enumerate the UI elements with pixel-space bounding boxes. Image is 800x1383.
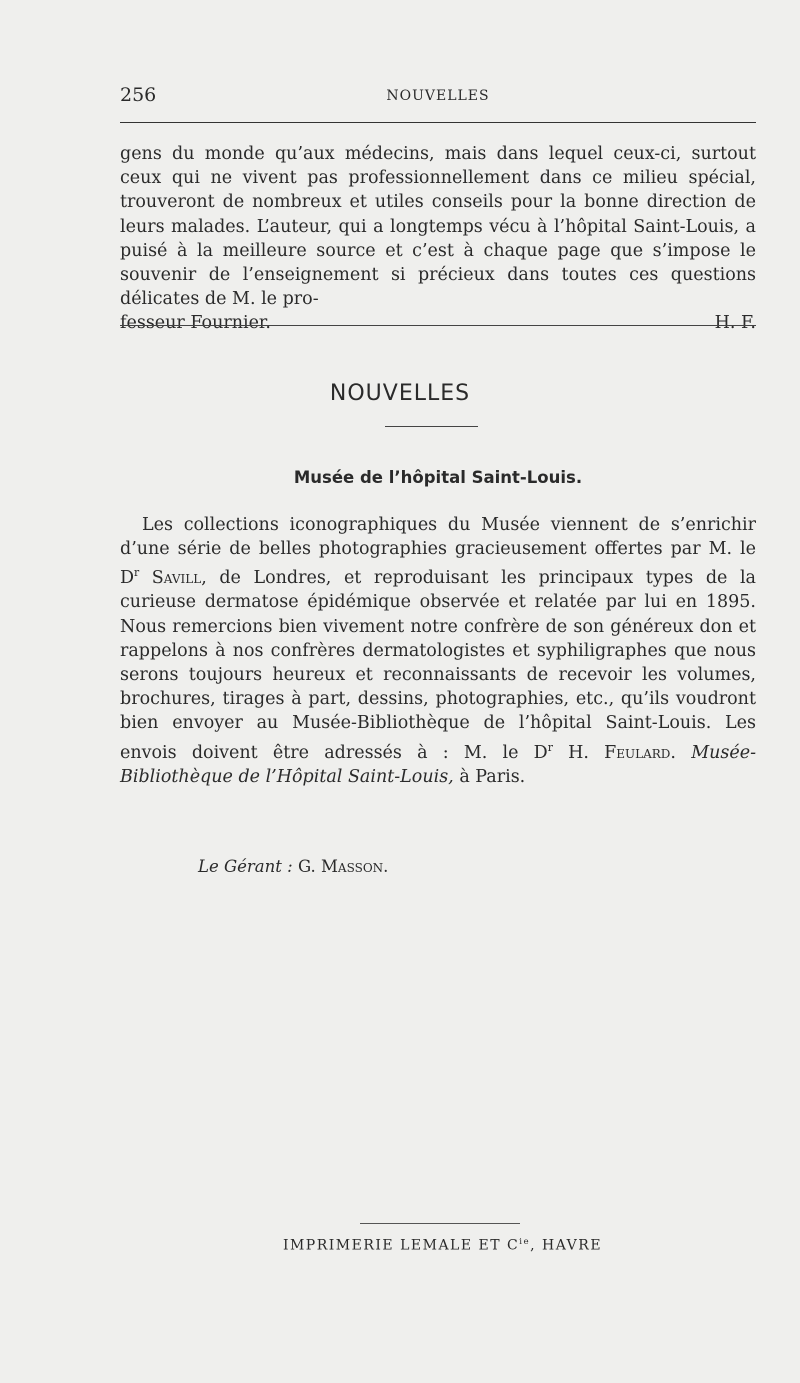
printer-text: IMPRIMERIE LEMALE ET C bbox=[282, 1237, 520, 1254]
printer-end: , HAVRE bbox=[530, 1237, 603, 1254]
review-last-line bbox=[120, 311, 756, 335]
review-paragraph bbox=[120, 142, 756, 336]
printer-superscript: ie bbox=[519, 1237, 531, 1247]
printer-line bbox=[0, 1237, 800, 1254]
address-text: Musée-Bibliothèque de l’Hôpital Saint-Louis, bbox=[120, 742, 756, 787]
name-feulard: H. Feulard. bbox=[552, 742, 676, 763]
header-rule bbox=[120, 122, 756, 123]
subheading: Musée de l’hôpital Saint-Louis. bbox=[293, 468, 583, 487]
page-number: 256 bbox=[120, 84, 157, 106]
news-text-1: Les collections iconographiques du Musée viennent de s’enrichir d’une série de belles photographies gracieusement offertes par M. le D bbox=[120, 515, 756, 589]
news-paragraph bbox=[120, 513, 756, 789]
gerant-name: G. Masson. bbox=[292, 857, 389, 876]
printer-rule bbox=[360, 1223, 520, 1224]
gerant-signature bbox=[198, 857, 388, 876]
review-text: gens du monde qu’aux médecins, mais dans lequel ceux-ci, surtout ceux qui ne vivent pas professionnellement dans ce milieu spécial, trouveront de nombreux et utiles conseils pour la bonne direction de leurs malades. L’auteur, qui a longtemps vécu à l’hôpital Saint-Louis, a puisé à la meilleure source et c’est à chaque page que s’impose le souvenir de l’enseignement si précieux dans toutes ces questions délicates de M. le pro- bbox=[120, 144, 756, 310]
running-head bbox=[120, 80, 756, 110]
running-title: NOUVELLES bbox=[386, 88, 490, 104]
review-signature: H. F. bbox=[714, 313, 756, 334]
section-title: NOUVELLES bbox=[329, 381, 471, 406]
review-last-text: fesseur Fournier. bbox=[120, 313, 271, 334]
gerant-label: Le Gérant : bbox=[198, 857, 293, 876]
superscript-r: r bbox=[134, 566, 140, 580]
section-rule bbox=[120, 325, 756, 326]
news-text-2: , de Londres, et reproduisant les principaux types de la curieuse dermatose épidémique observée et relatée par lui en 1895. Nous remercions bien vivement notre confrère de son généreux don et rappelons à nos confrères dermatologistes et syphiligraphes que nous serons toujours heureux et reconnaissants de recevoir les volumes, brochures, tirages à part, dessins, photographies, etc., qu’ils voudront bien envoyer au Musée-Bibliothèque de l’hôpital Saint-Louis. Les envois doivent être adressés à : M. le D bbox=[120, 568, 756, 763]
news-end: à Paris. bbox=[453, 766, 526, 787]
title-underline bbox=[385, 426, 478, 427]
superscript-r-2: r bbox=[547, 740, 553, 754]
name-savill: Savill bbox=[151, 568, 202, 589]
